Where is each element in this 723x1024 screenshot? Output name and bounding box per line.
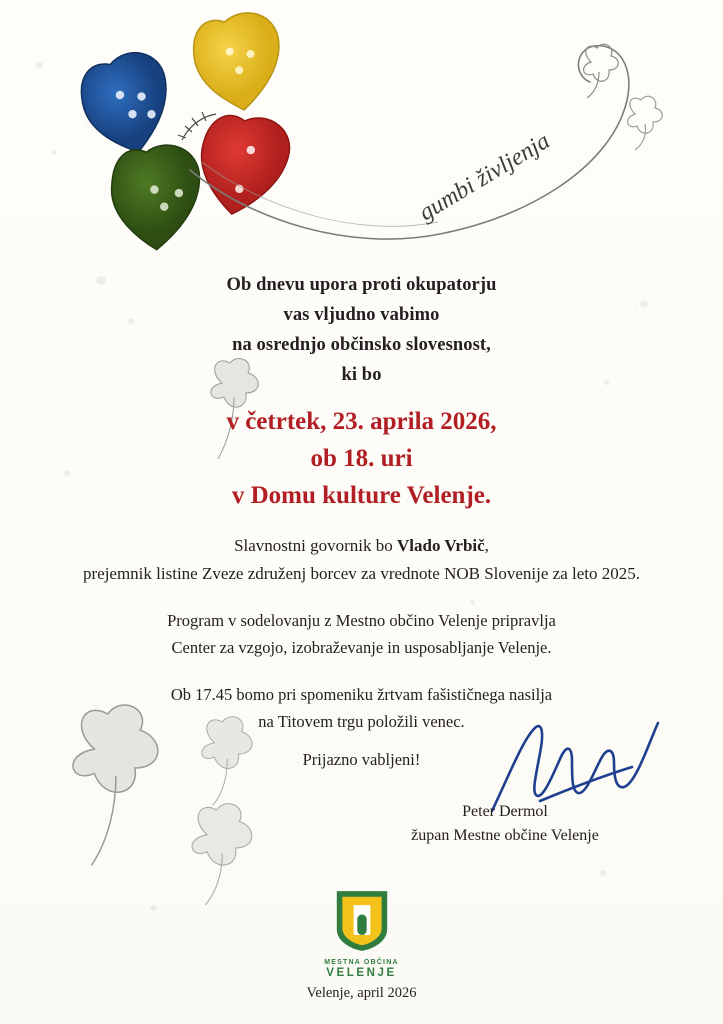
invitation-line-3: na osrednjo občinsko slovesnost, [232,335,491,356]
wreath-line-2: na Titovem trgu položili venec. [258,711,465,731]
logo-text [0,959,723,980]
paint-splatter [52,150,57,155]
program-line-2: Center za vzgojo, izobraževanje in usposabljanje Velenje. [171,637,552,657]
signoff-name: Peter Dermol [462,803,548,820]
program-block [0,608,723,661]
speaker-name: Vlado Vrbič [396,536,485,555]
artwork-caption-handwriting [415,125,645,235]
wreath-ceremony-block [0,682,723,735]
speaker-description: prejemnik listine Zveze združenj borcev za vrednote NOB Slovenije za leto 2025. [82,564,641,584]
paint-splatter [470,600,475,605]
signoff-block [365,800,645,848]
velenje-coat-of-arms-icon [334,890,390,952]
speaker-prefix: Slavnostni govornik bo [234,536,397,555]
artwork-caption-text: gumbi življenja [415,127,555,227]
wreath-line-1: Ob 17.45 bomo pri spomeniku žrtvam fašističnega nasilja [170,685,553,704]
event-venue: v Domu kulture Velenje. [231,481,492,509]
paint-splatter [600,870,606,876]
event-details-block [0,404,723,514]
painted-hearts-illustration [60,10,360,270]
paint-splatter [36,62,43,69]
event-date: v četrtek, 23. aprila 2026, [226,408,497,435]
program-line-1: Program v sodelovanju z Mestno občino Velenje pripravlja [167,611,556,630]
logo-line-2: VELENJE [326,967,397,980]
municipality-logo [0,890,723,980]
invitation-block [0,270,723,391]
invitation-line-4: ki bo [341,365,382,386]
speaker-line [0,532,723,560]
event-time: ob 18. uri [310,444,413,472]
welcome-note: Prijazno vabljeni! [302,750,421,769]
invitation-line-2: vas vljudno vabimo [283,305,440,326]
artwork-caption [415,125,645,235]
logo-line-1: MESTNA OBČINA [324,959,399,966]
footer-place-date: Velenje, april 2026 [306,985,417,1001]
signoff-title: župan Mestne občine Velenje [411,827,599,844]
invitation-line-1: Ob dnevu upora proti okupatorju [226,275,497,295]
speaker-suffix: , [484,536,489,555]
speaker-block [0,532,723,588]
